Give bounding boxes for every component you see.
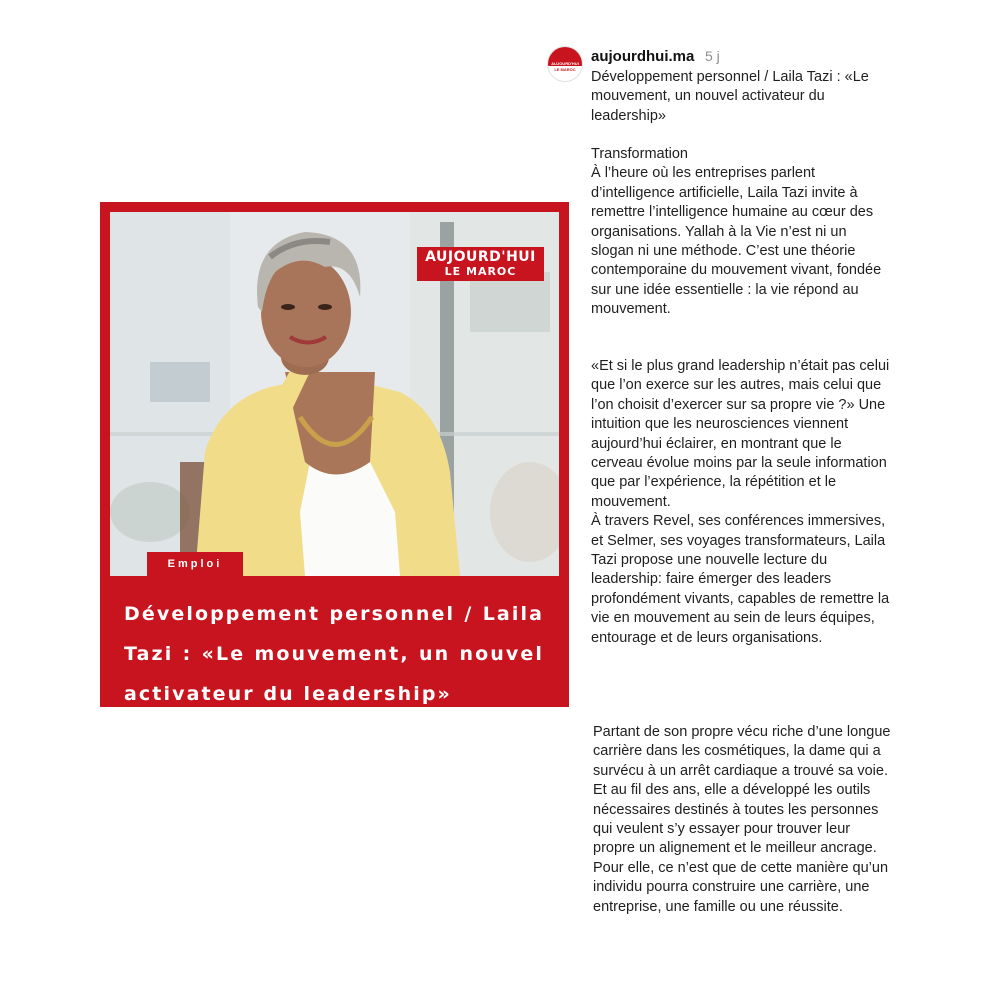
caption-paragraph-2: «Et si le plus grand leadership n’était pas celui que l’on exerce sur les autres, mais celui que l’on choisit d’exercer sur sa propre vie ?» Une intuition que les neurosciences viennent aujourd’hui éclairer, en montrant que le cerveau évolue moins par la seule information que par l’expérience, la répétition et le mouvement.	[591, 358, 890, 510]
post-timestamp: 5 j	[705, 48, 720, 64]
account-username-link[interactable]: aujourdhui.ma	[591, 48, 695, 65]
portrait-photo	[110, 212, 559, 576]
card-headline: Développement personnel / Laila Tazi : «Le mouvement, un nouvel activateur du leadership»	[124, 603, 544, 705]
logo-line1: AUJOURD'HUI	[425, 249, 536, 265]
caption-paragraph-4: Partant de son propre vécu riche d’une longue carrière dans les cosmétiques, la dame qui a survécu à un arrêt cardiaque a trouvé sa voie. Et au fil des ans, elle a développé les outils nécessaires destinés à toutes les personnes qui veulent s’y essayer pour trouver leur propre un alignement et le meilleur ancrage. Pour elle, ce n’est que de cette manière qu’un individu pourra construire une carrière, une entreprise, une famille ou une réussite.	[593, 724, 891, 915]
caption-section-2	[591, 357, 891, 648]
logo-line2: LE MAROC	[444, 265, 517, 278]
caption-title: Développement personnel / Laila Tazi : «Le mouvement, un nouvel activateur du leadership»	[591, 69, 869, 124]
brand-logo-badge	[417, 247, 544, 281]
caption-section-1	[591, 145, 891, 320]
category-tag: Emploi	[147, 552, 243, 576]
avatar-text-line2: LE MAROC	[554, 67, 576, 72]
avatar-text-line1: AUJOURD'HUI	[551, 61, 579, 66]
caption-paragraph-1: À l’heure où les entreprises parlent d’intelligence artificielle, Laila Tazi invite à remettre l’intelligence humaine au cœur des organisations. Yallah à la Vie n’est ni un slogan ni une méthode. C’est une théorie contemporaine du mouvement vivant, fondée sur une idée essentielle : la vie répond au mouvement.	[591, 165, 882, 318]
avatar[interactable]	[547, 46, 583, 82]
caption-paragraph-3: À travers Revel, ses conférences immersives, et Selmer, ses voyages transformateurs, Laila Tazi propose une nouvelle lecture du leadership: faire émerger des leaders profondément vivants, capables de remettre la vie en mouvement au sein de leurs équipes, entourage et de leurs organisations.	[591, 513, 890, 646]
post-image-card[interactable]	[100, 202, 569, 707]
section-label: Transformation	[591, 146, 688, 162]
